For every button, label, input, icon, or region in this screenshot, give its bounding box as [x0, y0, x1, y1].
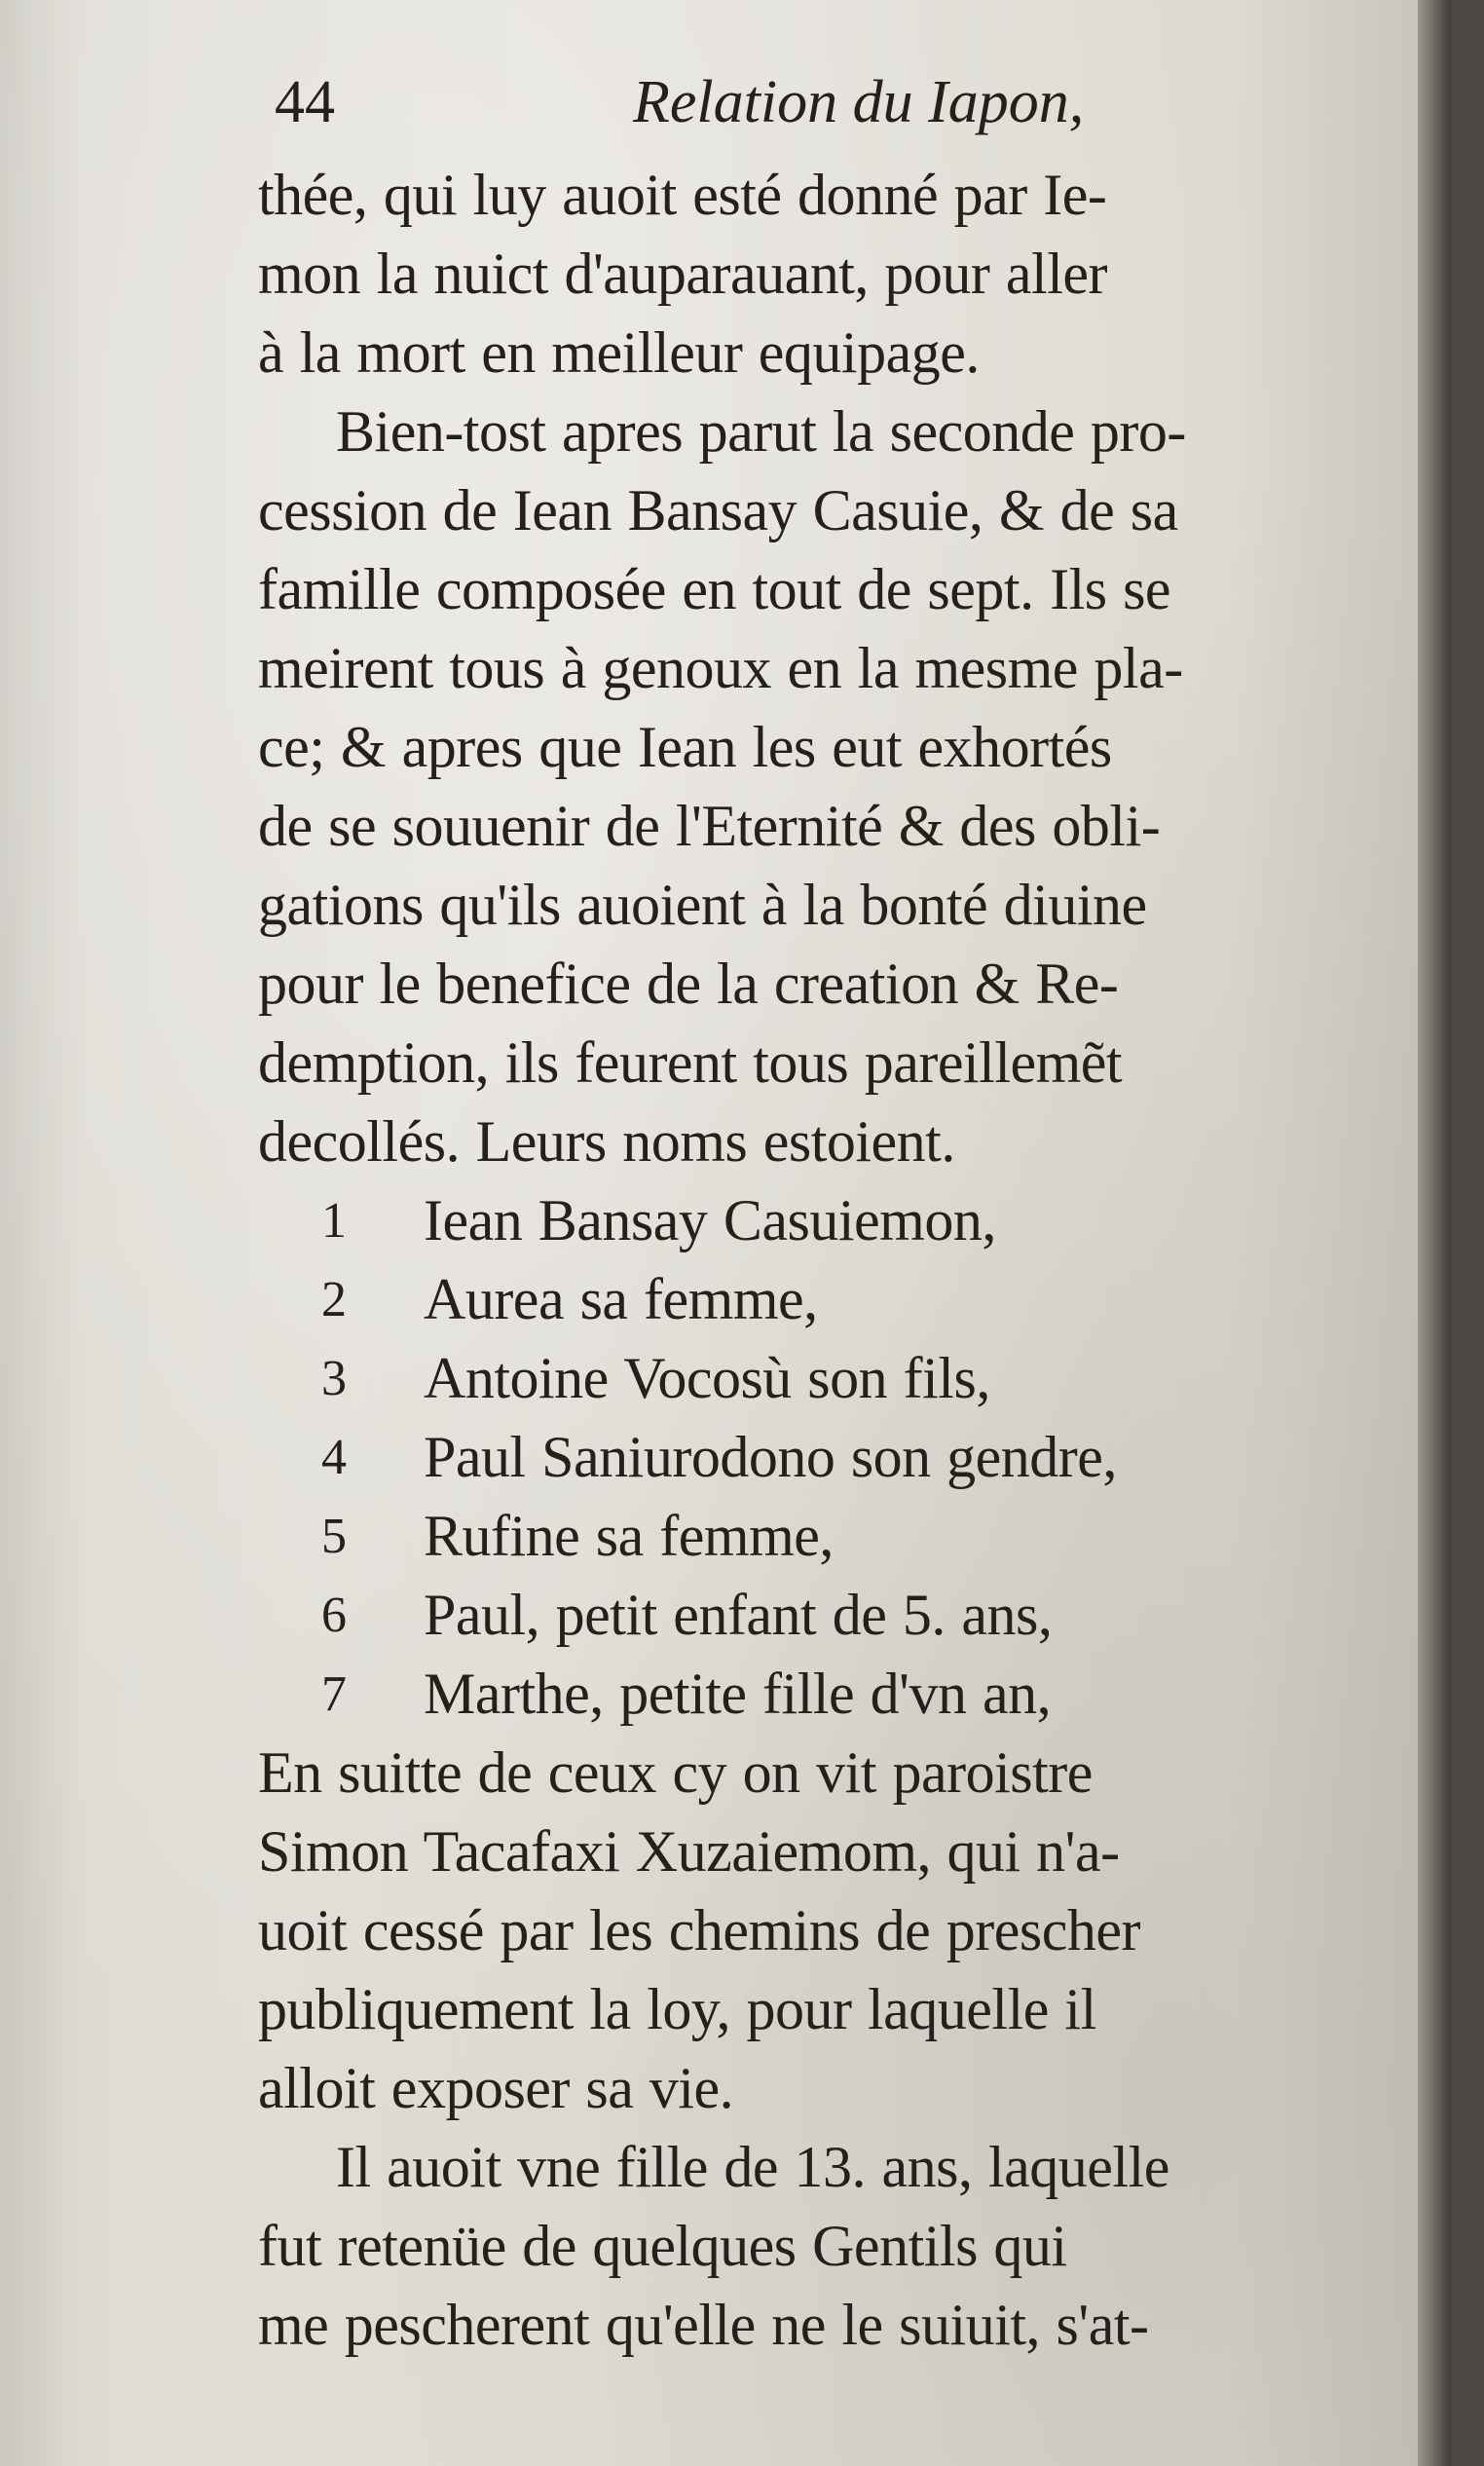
text-line: uoit cessé par les chemins de prescher [258, 1898, 1140, 1962]
text-line: pour le benefice de la creation & Re- [258, 952, 1119, 1016]
text-line: En suitte de ceux cy on vit paroistre [258, 1740, 1093, 1805]
body-text [258, 156, 1427, 2365]
list-item [258, 1418, 1427, 1497]
list-text: Antoine Vocosù son fils, [424, 1346, 990, 1410]
list-number: 1 [321, 1193, 347, 1249]
running-head [263, 58, 1431, 146]
text-line: publiquement la loy, pour laquelle il [258, 1977, 1096, 2041]
page-edge-shadow [1418, 0, 1451, 2466]
list-item [258, 1497, 1427, 1576]
list-text: Marthe, petite fille d'vn an, [424, 1662, 1052, 1726]
text-line: mon la nuict d'auparauant, pour aller [258, 242, 1107, 306]
list-item [258, 1339, 1427, 1418]
list-item [258, 1260, 1427, 1339]
text-line: demption, ils feurent tous pareillemẽt [258, 1030, 1123, 1095]
text-line: à la mort en meilleur equipage. [258, 320, 980, 385]
text-line: meirent tous à genoux en la mesme pla- [258, 636, 1183, 700]
list-text: Rufine sa femme, [424, 1504, 834, 1568]
text-line: me pescherent qu'elle ne le suiuit, s'at- [258, 2293, 1149, 2357]
list-number: 3 [321, 1351, 347, 1406]
page-number: 44 [275, 69, 335, 135]
text-line: de se souuenir de l'Eternité & des obli- [258, 794, 1161, 858]
list-number: 4 [321, 1430, 347, 1485]
list-item [258, 1576, 1427, 1655]
list-text: Iean Bansay Casuiemon, [424, 1188, 996, 1252]
text-line: cession de Iean Bansay Casuie, & de sa [258, 478, 1178, 542]
list-number: 5 [321, 1509, 347, 1564]
text-line: decollés. Leurs noms estoient. [258, 1109, 955, 1174]
list-number: 2 [321, 1272, 347, 1327]
list-text: Paul, petit enfant de 5. ans, [424, 1583, 1053, 1647]
text-line: Bien-tost apres parut la seconde pro- [336, 399, 1186, 464]
text-line: thée, qui luy auoit esté donné par Ie- [258, 163, 1107, 227]
text-line: Simon Tacafaxi Xuzaiemom, qui n'a- [258, 1819, 1120, 1884]
text-line: gations qu'ils auoient à la bonté diuine [258, 873, 1147, 937]
running-title: Relation du Iapon, [633, 69, 1085, 135]
list-text: Aurea sa femme, [424, 1267, 818, 1331]
list-text: Paul Saniurodono son gendre, [424, 1425, 1117, 1489]
list-number: 7 [321, 1666, 347, 1722]
text-line: ce; & apres que Iean les eut exhortés [258, 715, 1112, 779]
text-line: fut retenüe de quelques Gentils qui [258, 2214, 1067, 2278]
list-number: 6 [321, 1588, 347, 1643]
text-line: famille composée en tout de sept. Ils se [258, 557, 1171, 621]
text-line: alloit exposer sa vie. [258, 2056, 734, 2120]
text-line: Il auoit vne fille de 13. ans, laquelle [336, 2135, 1169, 2199]
list-item [258, 1655, 1427, 1734]
list-item [258, 1181, 1427, 1260]
